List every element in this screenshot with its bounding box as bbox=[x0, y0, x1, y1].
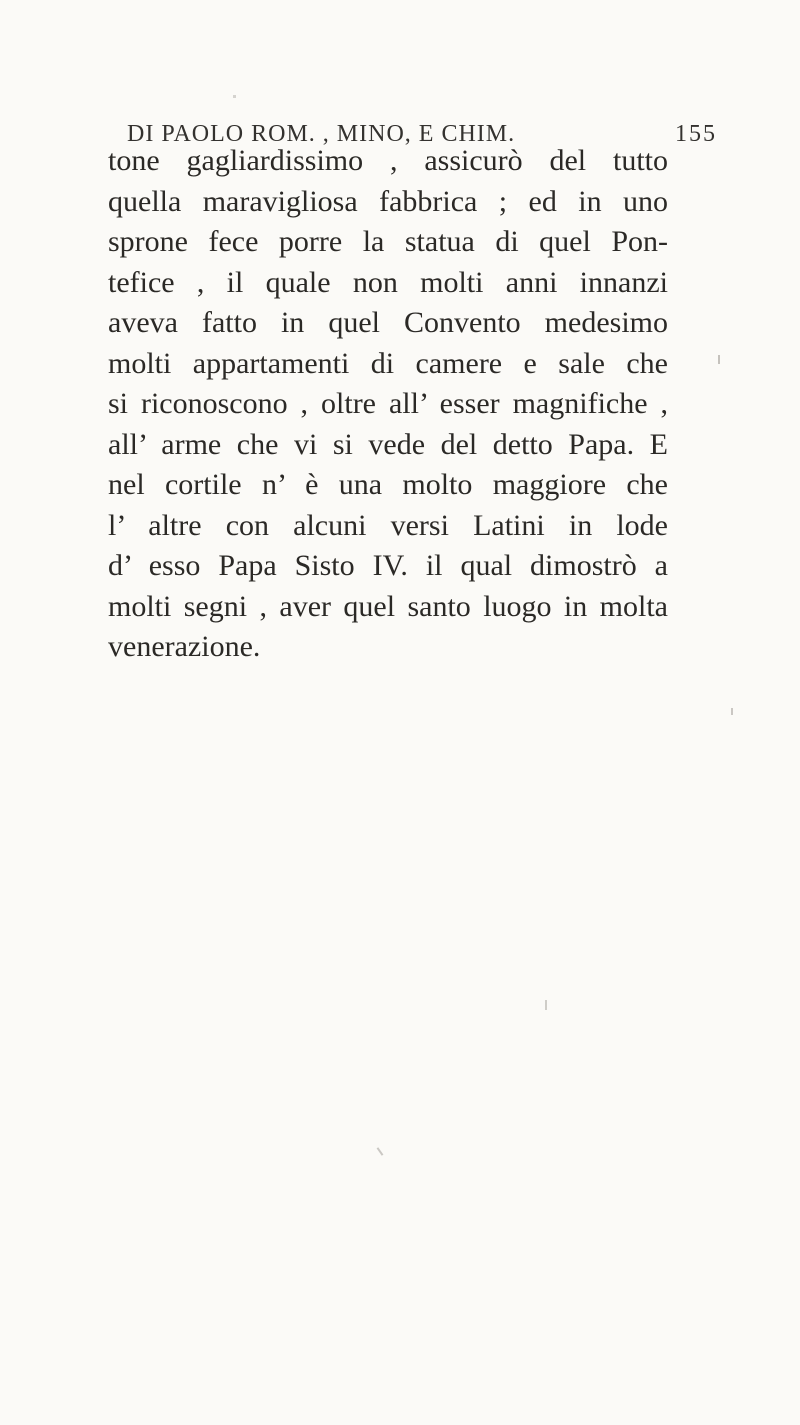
text-line: molti segni , aver quel santo luogo in molta bbox=[108, 589, 668, 623]
body-text bbox=[108, 141, 668, 668]
text-line: si riconoscono , oltre all’ esser magnifiche , bbox=[108, 387, 668, 420]
text-line: nel cortile n’ è una molto maggiore che bbox=[108, 468, 668, 501]
text-line: tone gagliardissimo , assicurò del tutto bbox=[108, 144, 668, 177]
paper-speck bbox=[718, 355, 720, 364]
text-line: aveva fatto in quel Convento medesimo bbox=[108, 306, 668, 339]
text-line: molti appartamenti di camere e sale che bbox=[108, 346, 668, 380]
text-line: sprone fece porre la statua di quel Pon- bbox=[108, 225, 668, 258]
text-line: all’ arme che vi si vede del detto Papa. E bbox=[108, 427, 668, 461]
running-head-title: DI PAOLO ROM. , MINO, E CHIM. bbox=[127, 121, 516, 147]
text-line: quella maravigliosa fabbrica ; ed in uno bbox=[108, 184, 668, 218]
text-line: venerazione. bbox=[108, 630, 261, 663]
paper-speck bbox=[233, 95, 236, 98]
paper-speck bbox=[731, 708, 733, 715]
text-line: d’ esso Papa Sisto IV. il qual dimostrò a bbox=[108, 549, 668, 582]
paper-speck bbox=[545, 1000, 547, 1010]
text-line: l’ altre con alcuni versi Latini in lode bbox=[108, 508, 668, 542]
page-number: 155 bbox=[675, 121, 717, 147]
text-line: tefice , il quale non molti anni innanzi bbox=[108, 265, 668, 299]
paper-speck bbox=[377, 1147, 384, 1156]
